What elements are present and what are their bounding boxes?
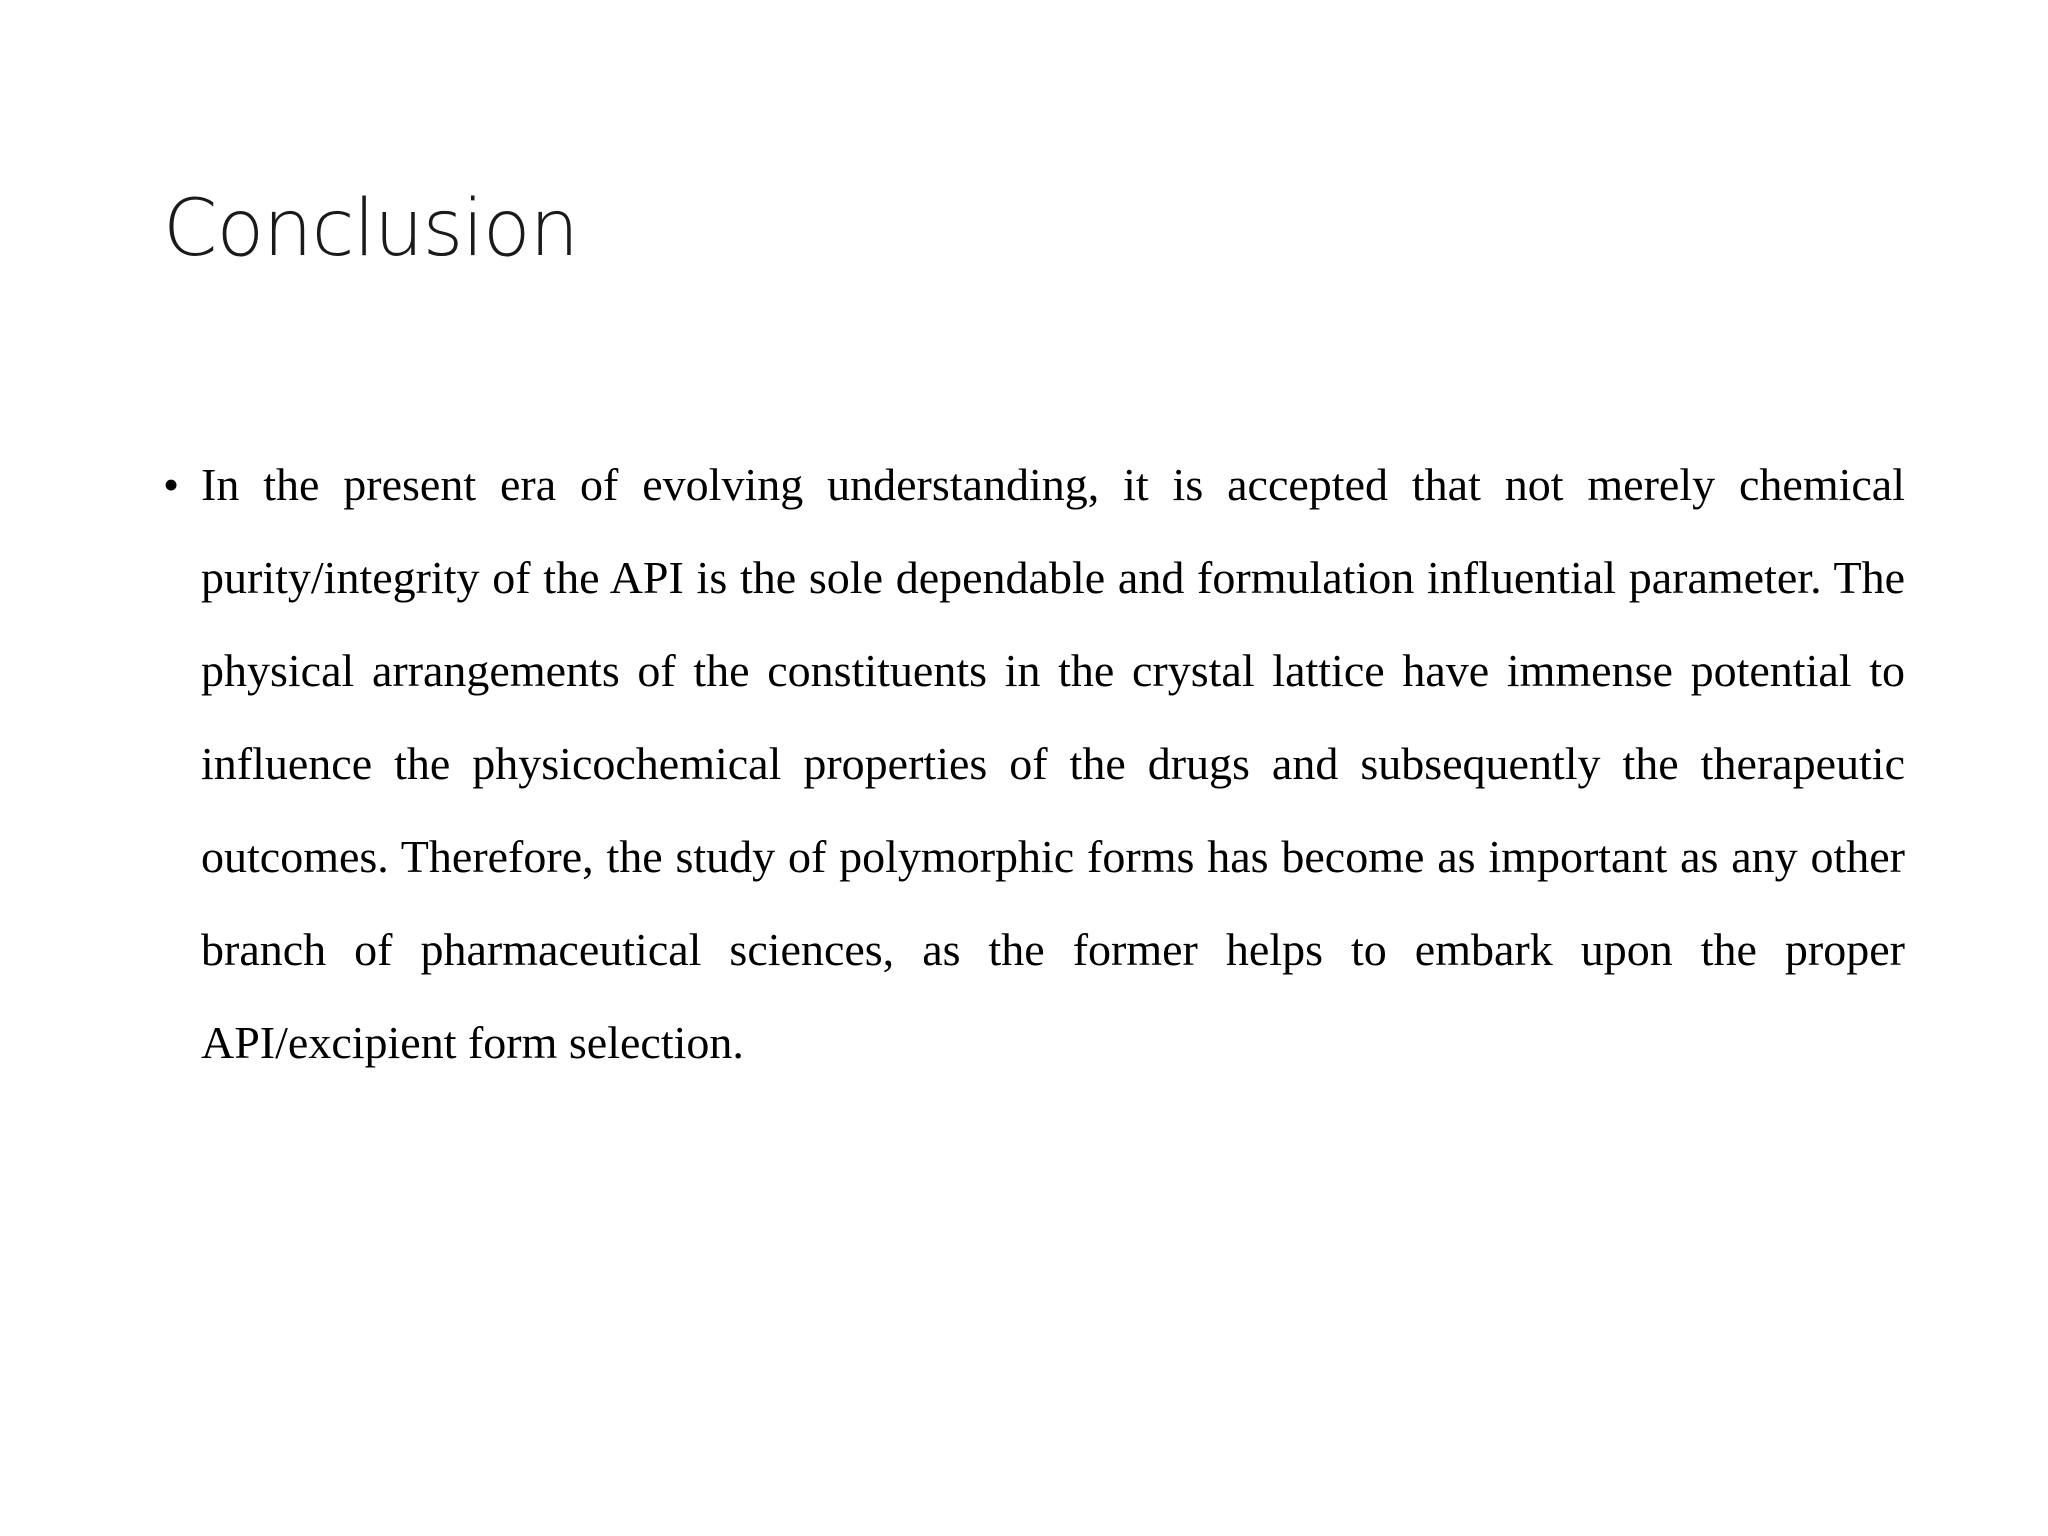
slide-content (163, 438, 1905, 1089)
bullet-text: In the present era of evolving understanding, it is accepted that not merely chemical purity/integrity of the API is the sole dependable and formulation influential parameter. The physical arrangements of the constituents in the crystal lattice have immense potential to influence the physicochemical properties of the drugs and subsequently the therapeutic outcomes. Therefore, the study of polymorphic forms has become as important as any other branch of pharmaceutical sciences, as the former helps to embark upon the proper API/excipient form selection. (201, 459, 1905, 1068)
bullet-marker: • (163, 459, 180, 510)
bullet-list (163, 438, 1905, 1089)
bullet-item (163, 438, 1905, 1089)
slide-title: Conclusion (163, 184, 579, 274)
